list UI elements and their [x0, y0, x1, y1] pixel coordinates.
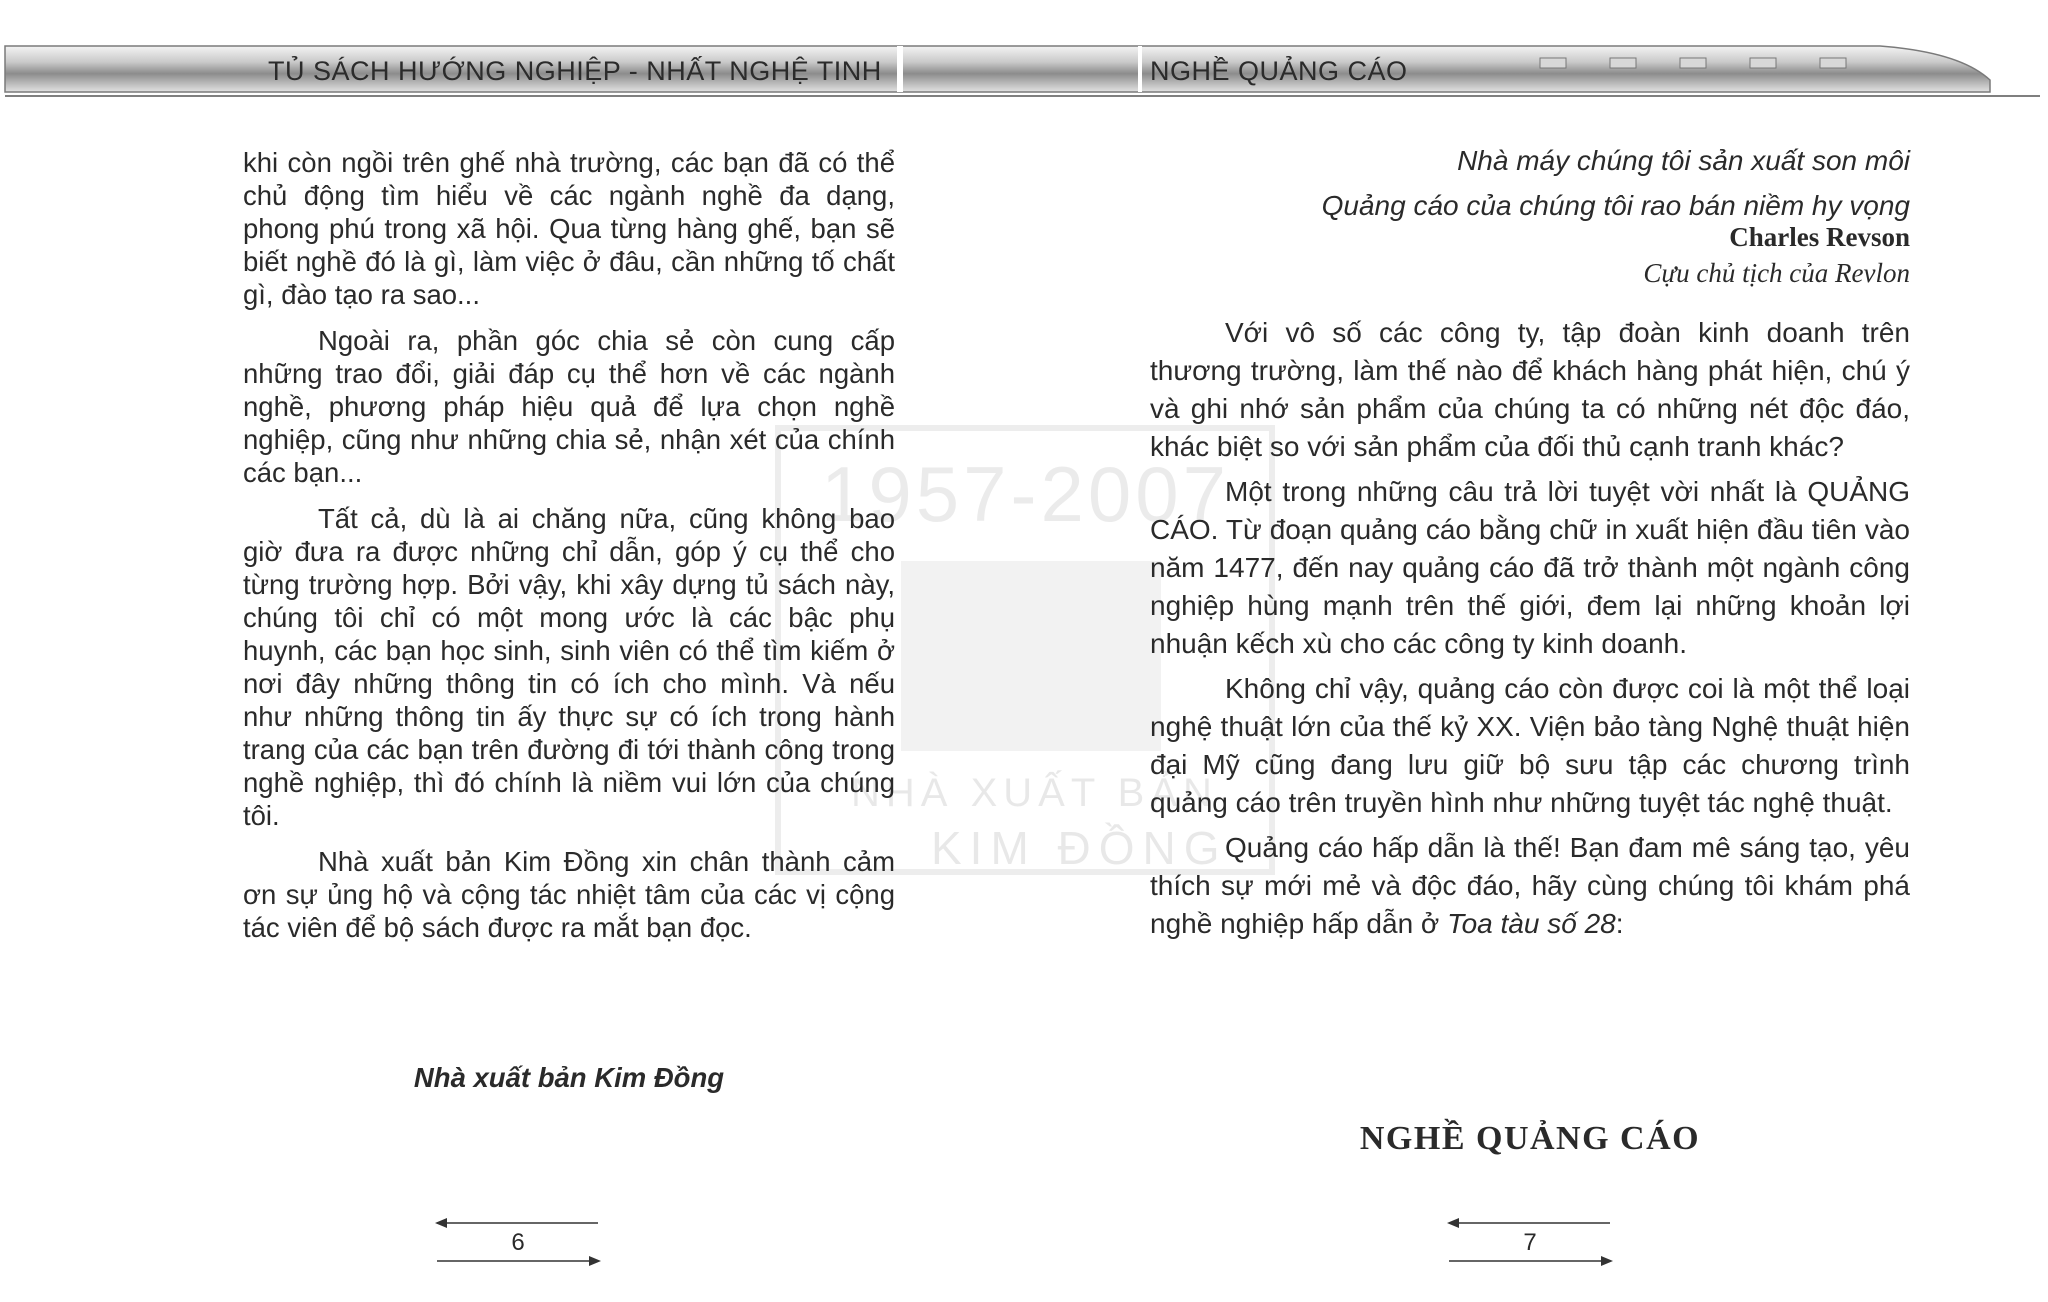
watermark-logo-block	[901, 561, 1161, 751]
left-page-body	[243, 146, 895, 957]
page-number-text: 6	[511, 1229, 525, 1256]
epigraph-author: Charles Revson	[1729, 222, 1910, 252]
right-paragraph-last	[1150, 829, 1910, 943]
train-car-reference: Toa tàu số 28	[1447, 908, 1616, 939]
left-paragraph: Tất cả, dù là ai chăng nữa, cũng không bao giờ đưa ra được những chỉ dẫn, góp ý cụ thể cho từng trường hợp. Bởi vậy, khi xây dựng tủ sách này, chúng tôi chỉ có một mong ước là các bậc phụ huynh, các bạn học sinh, sinh viên có thể tìm kiếm ở nơi đây những thông tin có ích cho mình. Và nếu như những thông tin ấy thực sự có ích trong hành trang của các bạn trên đường đi tới thành công trong nghề nghiệp, thì đó chính là niềm vui lớn của chúng tôi.	[243, 503, 895, 831]
header-book-title: NGHỀ QUẢNG CÁO	[1150, 56, 1408, 86]
right-paragraph: Một trong những câu trả lời tuyệt vời nhất là QUẢNG CÁO. Từ đoạn quảng cáo bằng chữ in xuất hiện đầu tiên vào năm 1477, đến nay quảng cáo đã trở thành một ngành công nghiệp hùng mạnh trên thế giới, đem lại những khoản lợi nhuận kếch xù cho các công ty kinh doanh.	[1150, 476, 1910, 659]
watermark-line2: KIM ĐỒNG	[931, 822, 1228, 874]
epigraph-line: Quảng cáo của chúng tôi rao bán niềm hy vọng	[1321, 190, 1910, 221]
epigraph-quote	[1150, 138, 1910, 228]
watermark-years: 1957-2007	[821, 450, 1231, 538]
right-paragraph: Với vô số các công ty, tập đoàn kinh doanh trên thương trường, làm thế nào để khách hàng phát hiện, chú ý và ghi nhớ sản phẩm của chúng ta có những nét độc đáo, khác biệt so với sản phẩm của đối thủ cạnh tranh khác?	[1150, 317, 1910, 462]
epigraph-author-role: Cựu chủ tịch của Revlon	[1643, 258, 1910, 288]
left-paragraph: Ngoài ra, phần góc chia sẻ còn cung cấp những trao đổi, giải đáp cụ thể hơn về các ngành nghề, phương pháp hiệu quả để lựa chọn nghề nghiệp, cũng như những chia sẻ, nhận xét của chính các bạn...	[243, 325, 895, 488]
chapter-title: NGHỀ QUẢNG CÁO	[1359, 1120, 1701, 1157]
right-paragraph: Không chỉ vậy, quảng cáo còn được coi là một thể loại nghệ thuật lớn của thế kỷ XX. Viện bảo tàng Nghệ thuật hiện đại Mỹ cũng đang lưu giữ bộ sưu tập các chương trình quảng cáo trên truyền hình như những tuyệt tác nghệ thuật.	[1150, 673, 1910, 818]
header-series-title: TỦ SÁCH HƯỚNG NGHIỆP - NHẤT NGHỆ TINH	[268, 56, 882, 86]
publisher-signature: Nhà xuất bản Kim Đồng	[413, 1062, 725, 1093]
left-paragraph: Nhà xuất bản Kim Đồng xin chân thành cảm ơn sự ủng hộ và cộng tác nhiệt tâm của các vị cộng tác viên để bộ sách được ra mắt bạn đọc.	[243, 846, 895, 943]
right-paragraph-end: :	[1615, 908, 1624, 939]
left-paragraph: khi còn ngồi trên ghế nhà trường, các bạn đã có thể chủ động tìm hiểu về các ngành nghề đa dạng, phong phú trong xã hội. Qua từng hàng ghế, bạn sẽ biết nghề đó là gì, làm việc ở đâu, cần những tố chất gì, đào tạo ra sao...	[243, 147, 895, 310]
page-number-text: 7	[1523, 1229, 1537, 1256]
epigraph-line: Nhà máy chúng tôi sản xuất son môi	[1457, 145, 1910, 176]
page-number-right	[1445, 1217, 1615, 1267]
right-paragraph-text: Quảng cáo hấp dẫn là thế! Bạn đam mê sáng tạo, yêu thích sự mới mẻ và độc đáo, hãy cùng chúng tôi khám phá nghề nghiệp hấp dẫn ở	[1150, 832, 1910, 939]
right-page-body	[1150, 314, 1910, 950]
watermark-line1: NHÀ XUẤT BẢN	[851, 771, 1218, 815]
page-number-left	[433, 1217, 603, 1267]
